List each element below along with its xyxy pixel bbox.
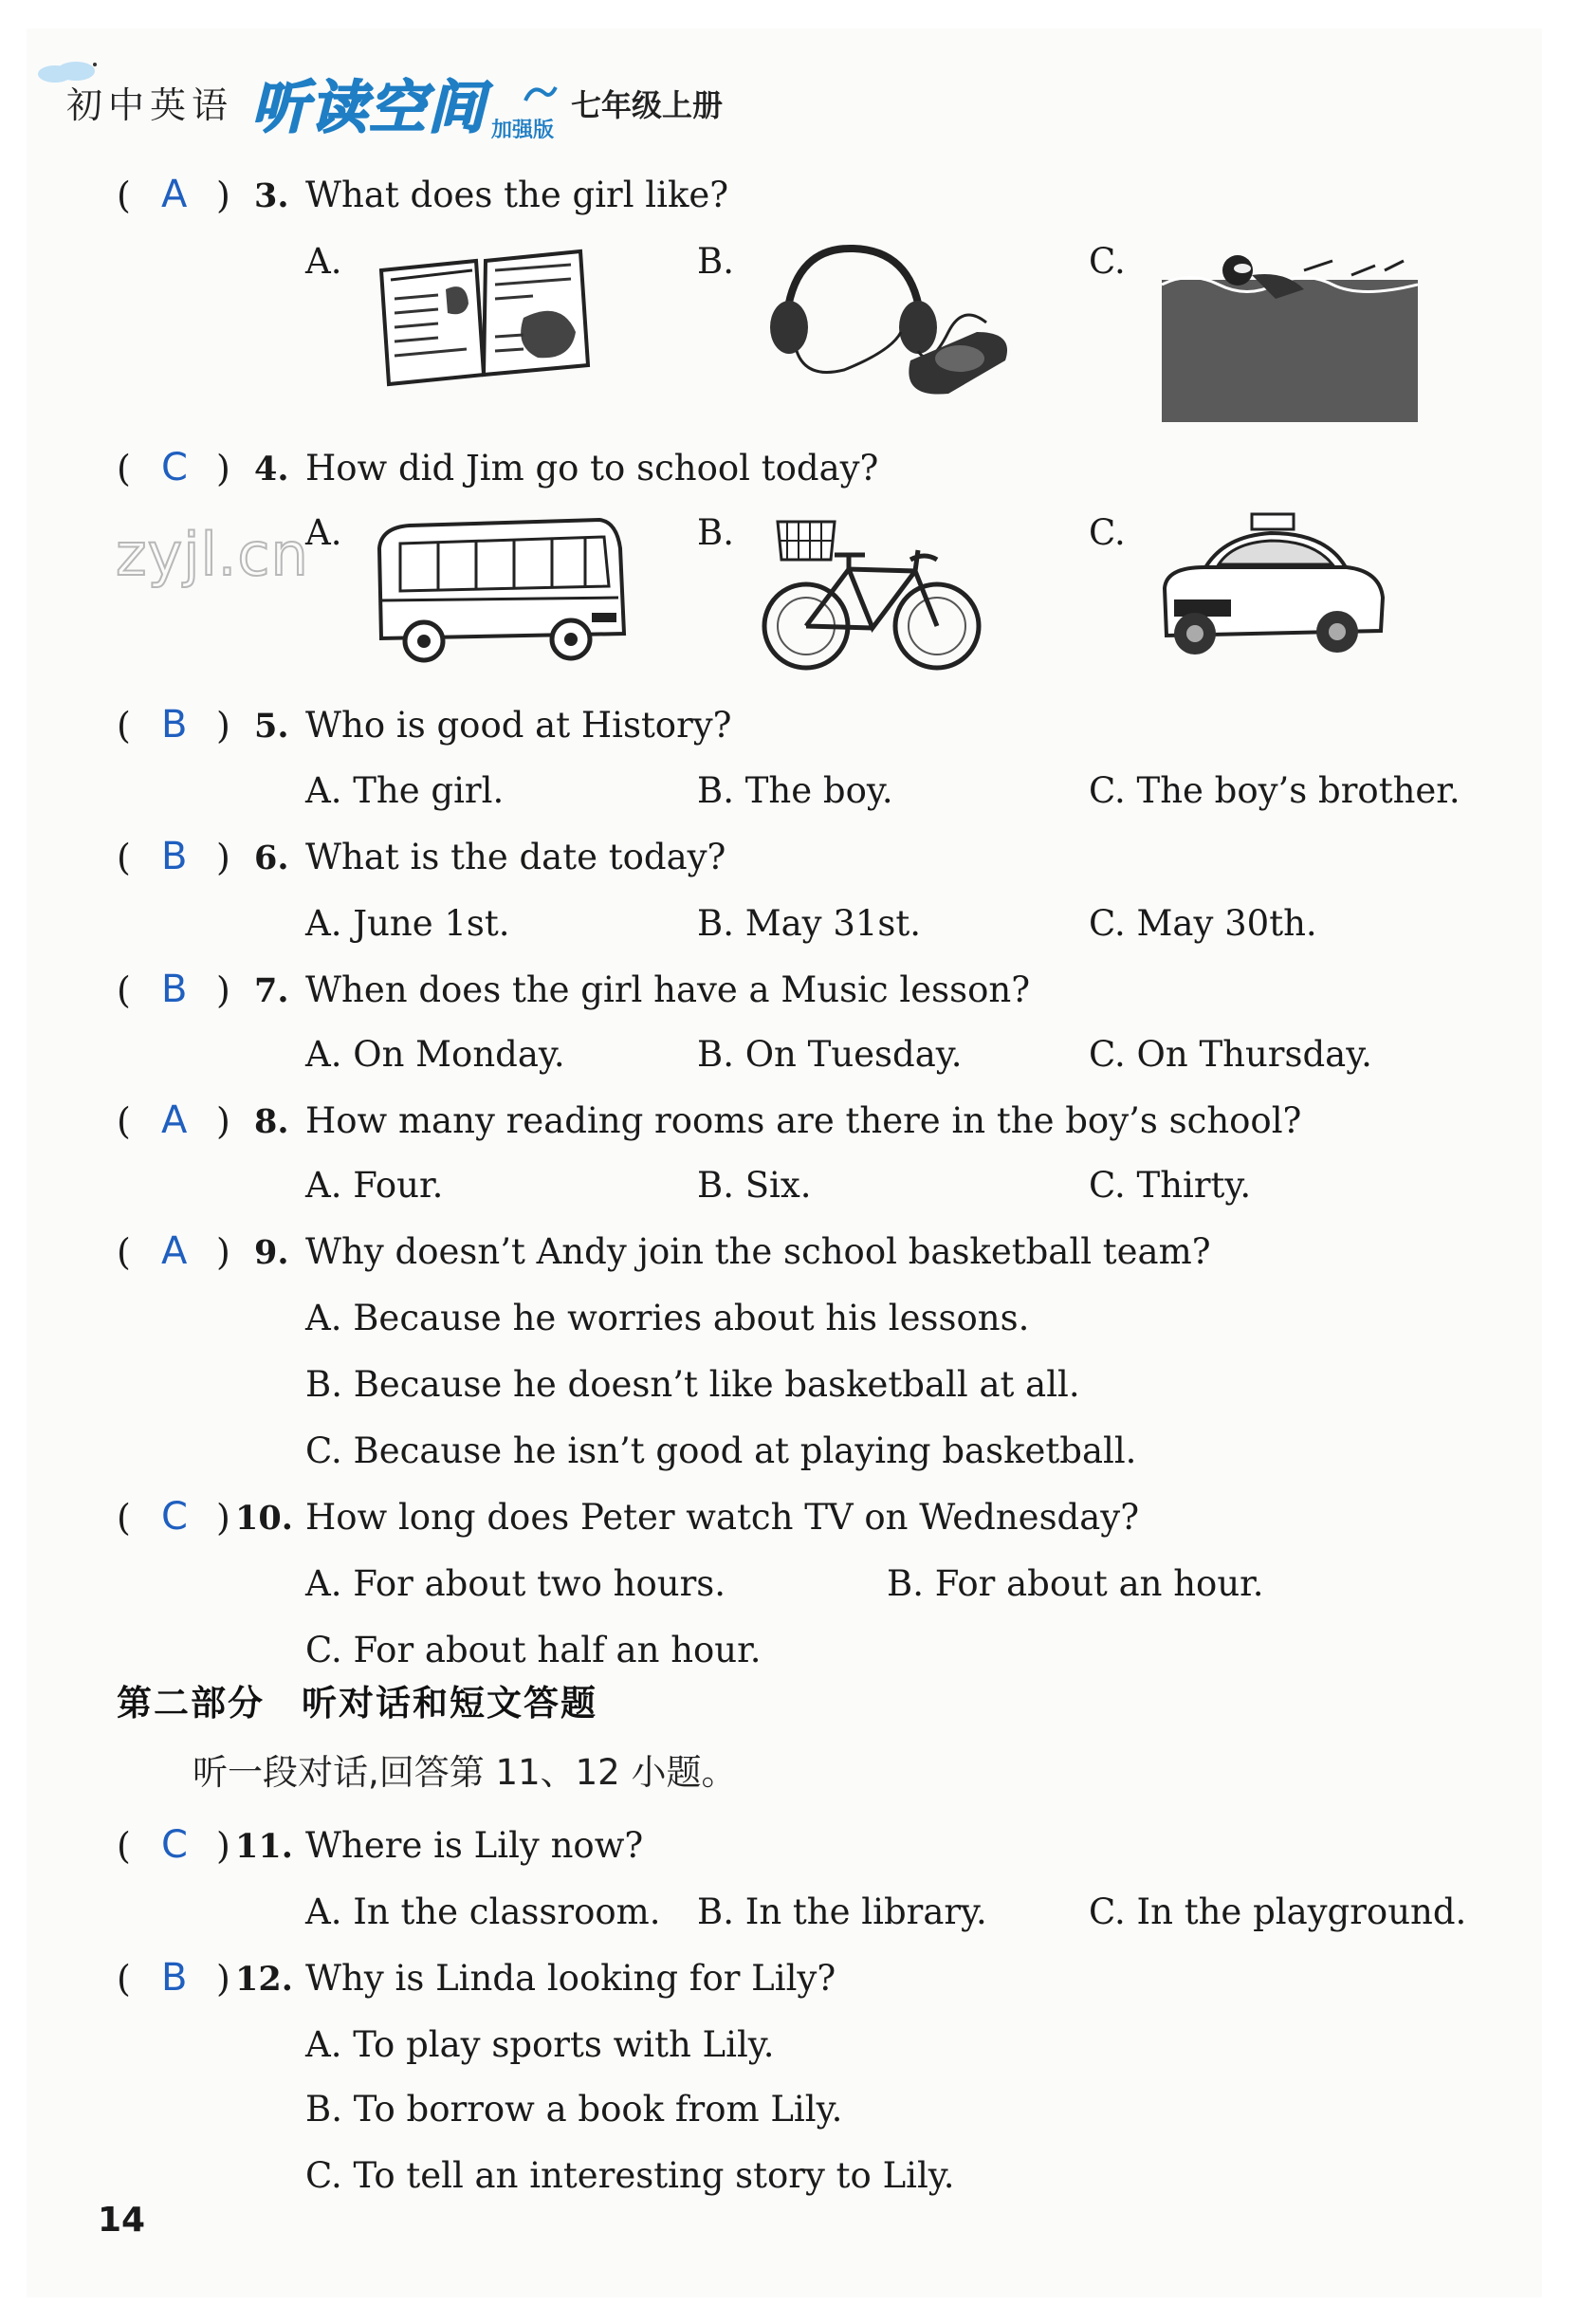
answer-bracket: (	[117, 1497, 131, 1539]
option: C. Because he isn’t good at playing basketball.	[305, 1430, 1137, 1471]
answer-bracket: (	[117, 448, 131, 489]
answer-mark: A	[161, 1229, 188, 1273]
watermark: zyjl.cn	[116, 520, 309, 589]
answer-mark: B	[161, 968, 188, 1011]
option-label: A.	[305, 512, 342, 553]
answer-bracket: )	[216, 969, 230, 1011]
option-label: B.	[697, 512, 734, 553]
answer-bracket: (	[117, 969, 131, 1011]
option: A. On Monday.	[305, 1034, 565, 1075]
option: B. On Tuesday.	[697, 1034, 963, 1075]
option: C. On Thursday.	[1089, 1034, 1372, 1075]
question-number: 4.	[254, 450, 289, 489]
option: A. To play sports with Lily.	[305, 2024, 775, 2065]
page-number: 14	[98, 2201, 146, 2240]
answer-bracket: )	[216, 175, 230, 216]
swimmer-picture	[1162, 242, 1418, 422]
answer-mark: A	[161, 1098, 188, 1142]
answer-bracket: (	[117, 175, 131, 216]
question-text: Who is good at History?	[305, 705, 732, 746]
answer-mark: B	[161, 1956, 188, 2000]
option: A. Four.	[305, 1165, 444, 1206]
section-instruction: 听一段对话,回答第 11、12 小题。	[193, 1752, 737, 1793]
option: B. The boy.	[697, 770, 893, 811]
question-number: 12.	[235, 1960, 293, 1999]
answer-bracket: (	[117, 1231, 131, 1273]
option: B. For about an hour.	[887, 1563, 1264, 1604]
question-text: How many reading rooms are there in the boy’s school?	[305, 1100, 1302, 1141]
headphones-player-picture	[759, 237, 1024, 398]
answer-bracket: (	[117, 705, 131, 747]
answer-bracket: )	[216, 1100, 230, 1142]
option: C. Thirty.	[1089, 1165, 1252, 1206]
bicycle-picture	[759, 512, 986, 678]
option: A. The girl.	[305, 770, 505, 811]
question-text: Why doesn’t Andy join the school basketball team?	[305, 1231, 1211, 1272]
question-text: What does the girl like?	[305, 175, 729, 215]
option: B. To borrow a book from Lily.	[305, 2089, 843, 2130]
answer-bracket: )	[216, 837, 230, 878]
option-label: A.	[305, 241, 342, 282]
answer-bracket: )	[216, 1958, 230, 2000]
option: C. In the playground.	[1089, 1891, 1467, 1932]
question-text: How did Jim go to school today?	[305, 448, 879, 489]
option: A. For about two hours.	[305, 1563, 726, 1604]
answer-bracket: (	[117, 1958, 131, 2000]
answer-mark: C	[161, 446, 188, 489]
question-text: What is the date today?	[305, 837, 726, 877]
question-number: 10.	[235, 1499, 293, 1538]
option: C. The boy’s brother.	[1089, 770, 1461, 811]
header-brand-sub: 加强版	[491, 119, 555, 142]
header-subject: 初中英语	[66, 84, 234, 126]
header-grade: 七年级上册	[571, 87, 724, 123]
bus-picture	[372, 510, 628, 672]
question-number: 6.	[254, 839, 289, 877]
answer-mark: A	[161, 173, 188, 216]
question-text: How long does Peter watch TV on Wednesday?	[305, 1497, 1140, 1538]
question-text: Where is Lily now?	[305, 1825, 644, 1866]
option: B. May 31st.	[697, 903, 922, 944]
header-brand: 听读空间	[251, 75, 487, 141]
option: C. May 30th.	[1089, 903, 1317, 944]
question-number: 5.	[254, 707, 289, 746]
answer-bracket: (	[117, 837, 131, 878]
question-number: 11.	[235, 1827, 293, 1866]
option: A. In the classroom.	[305, 1891, 661, 1932]
answer-mark: C	[161, 1495, 188, 1539]
answer-bracket: )	[216, 448, 230, 489]
swirl-icon	[522, 80, 560, 108]
option: A. Because he worries about his lessons.	[305, 1298, 1030, 1338]
answer-mark: B	[161, 835, 188, 878]
option: B. In the library.	[697, 1891, 987, 1932]
option: B. Six.	[697, 1165, 812, 1206]
answer-bracket: )	[216, 1231, 230, 1273]
answer-bracket: (	[117, 1825, 131, 1867]
option: C. For about half an hour.	[305, 1630, 762, 1670]
question-text: When does the girl have a Music lesson?	[305, 969, 1031, 1010]
option-label: C.	[1089, 241, 1126, 282]
question-text: Why is Linda looking for Lily?	[305, 1958, 836, 1999]
answer-bracket: (	[117, 1100, 131, 1142]
answer-mark: B	[161, 703, 188, 747]
magazine-picture	[372, 242, 599, 394]
taxi-picture	[1157, 512, 1385, 673]
answer-mark: C	[161, 1823, 188, 1867]
section-title: 第二部分 听对话和短文答题	[117, 1683, 597, 1724]
option-label: C.	[1089, 512, 1126, 553]
question-number: 9.	[254, 1233, 289, 1272]
question-number: 7.	[254, 971, 289, 1010]
answer-bracket: )	[216, 1825, 230, 1867]
answer-bracket: )	[216, 705, 230, 747]
answer-bracket: )	[216, 1497, 230, 1539]
question-number: 8.	[254, 1102, 289, 1141]
option: C. To tell an interesting story to Lily.	[305, 2155, 955, 2196]
question-number: 3.	[254, 176, 289, 215]
option: B. Because he doesn’t like basketball at all.	[305, 1364, 1080, 1405]
option-label: B.	[697, 241, 734, 282]
option: A. June 1st.	[305, 903, 510, 944]
